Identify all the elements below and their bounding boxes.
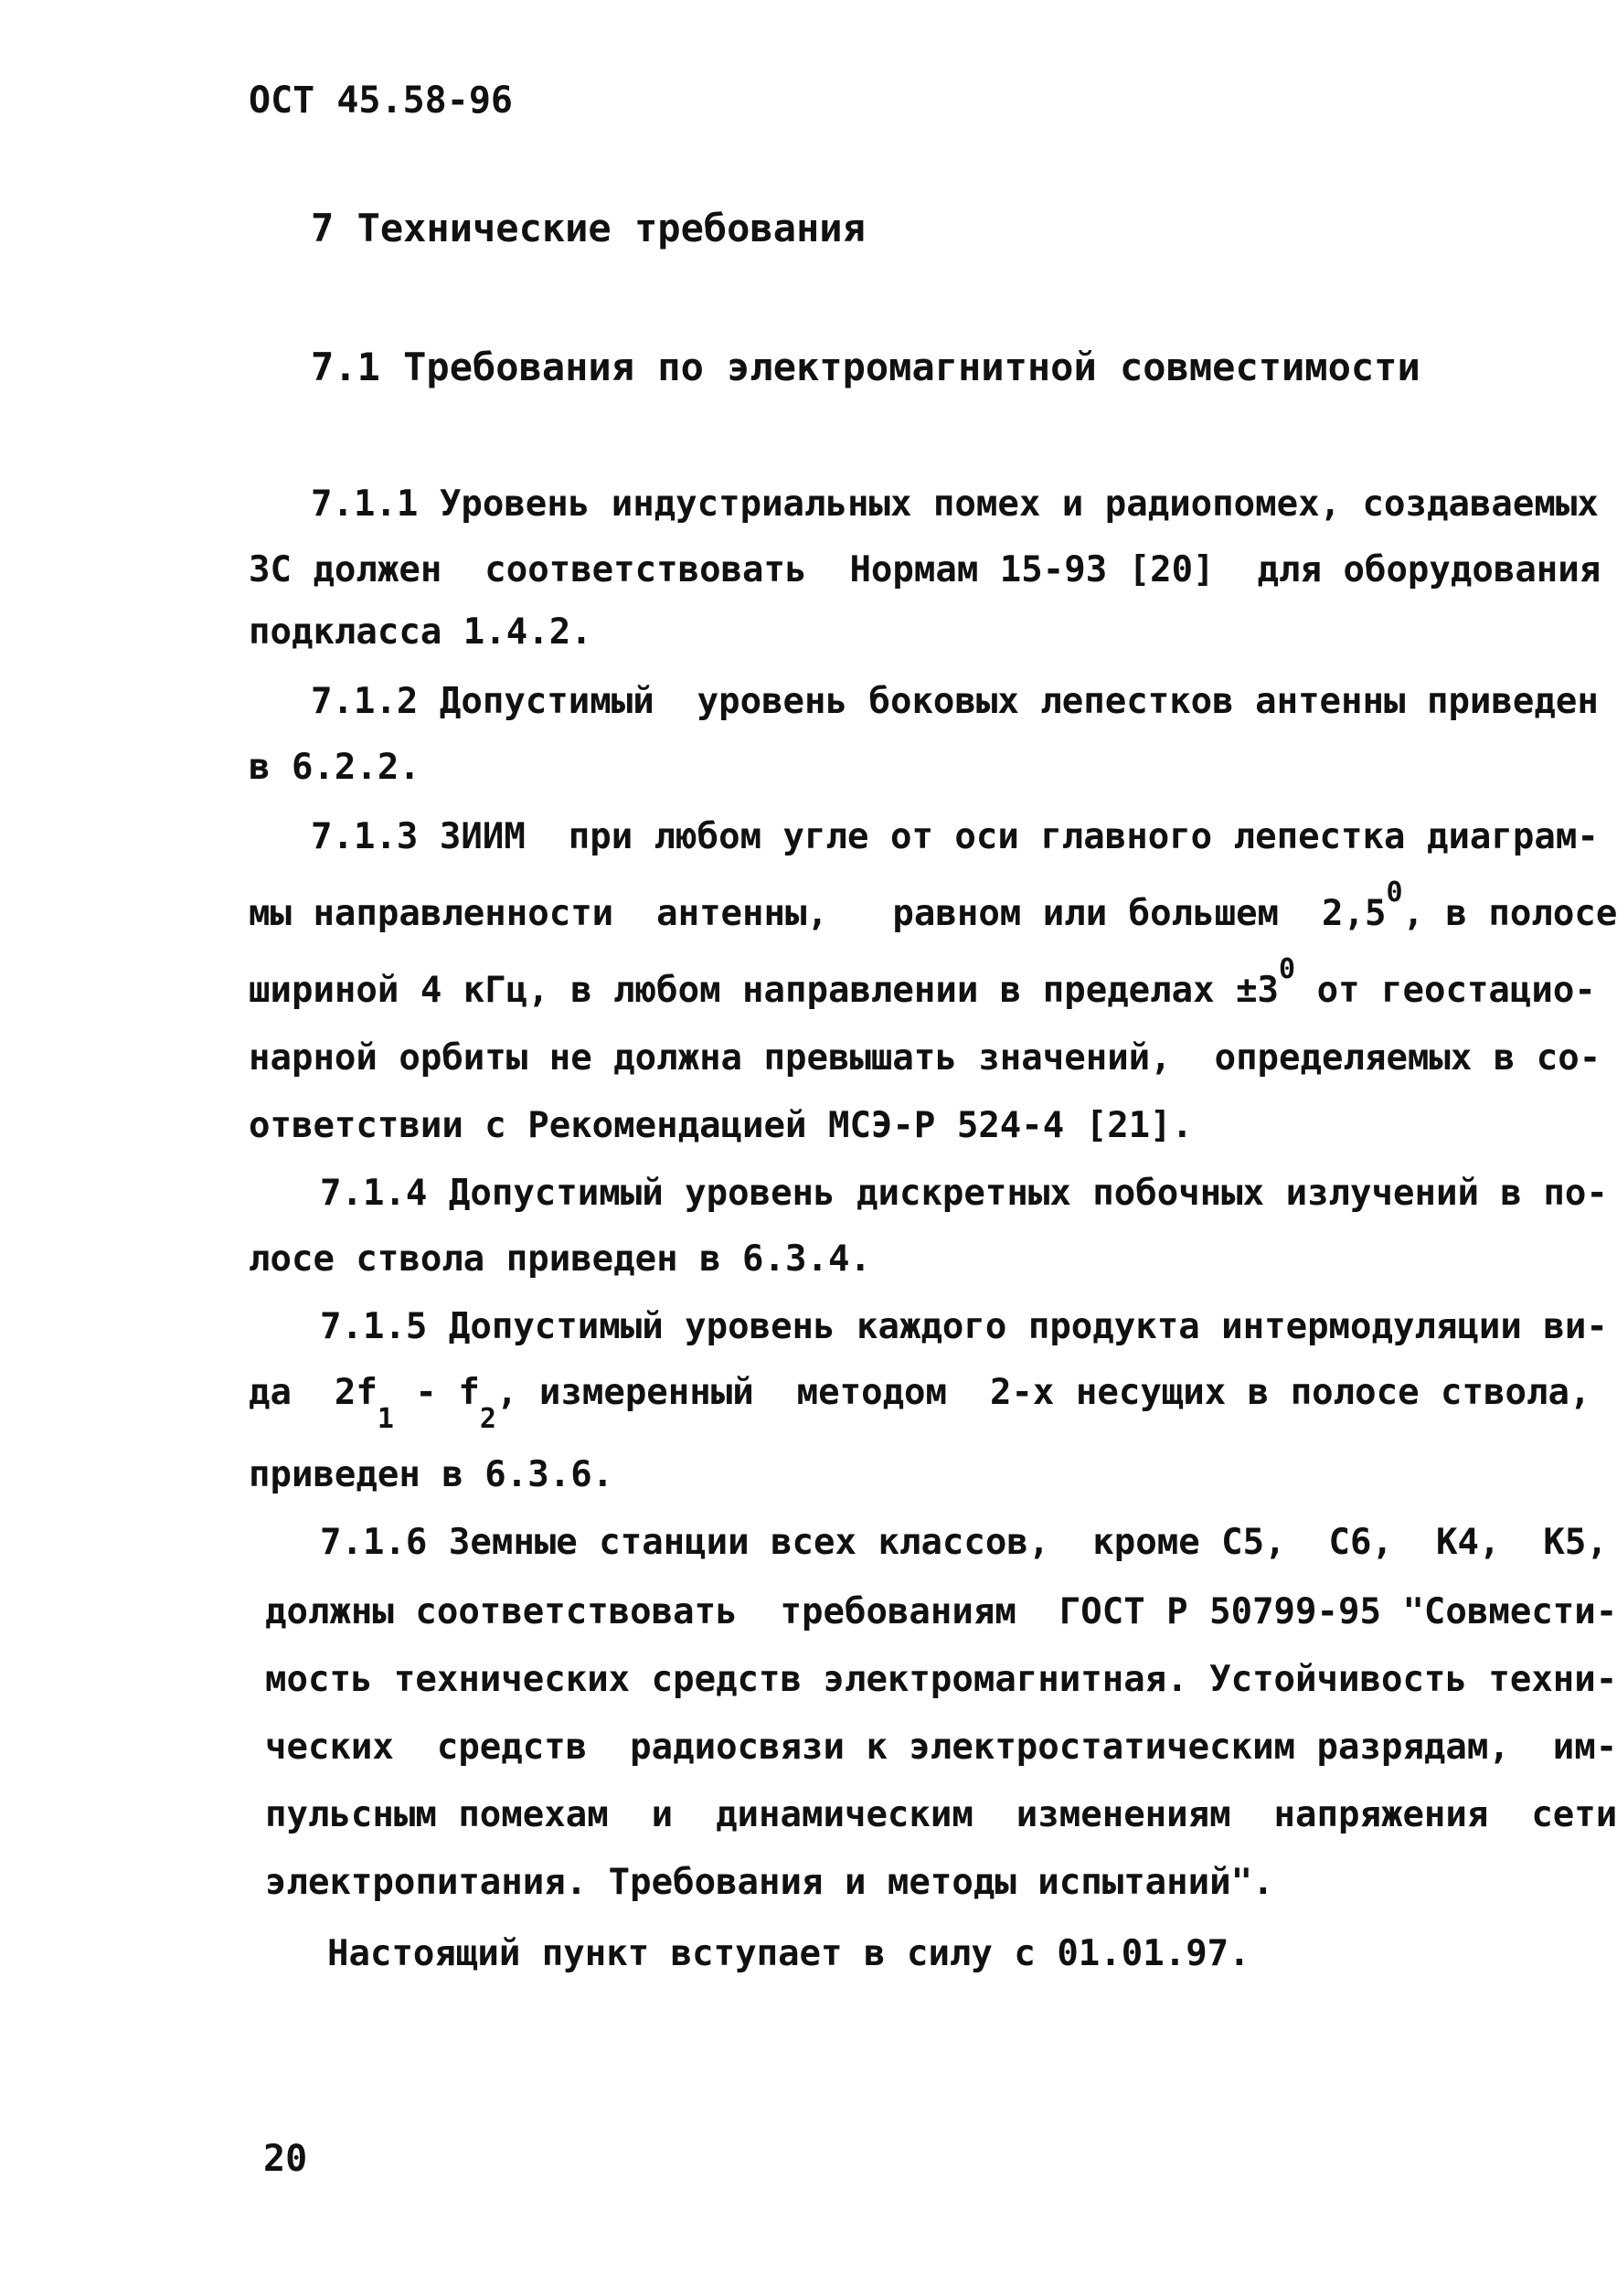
paragraph-7-1-6-line-3: мость технических средств электромагнитная. Устойчивость техни- (265, 1659, 1617, 1700)
paragraph-7-1-6-line-5: пульсным помехам и динамическим изменениям напряжения сети (265, 1794, 1617, 1835)
paragraph-7-1-3-line-3 (249, 953, 1596, 1015)
paragraph-7-1-3-line-4: нарной орбиты не должна превышать значений, определяемых в со- (249, 1037, 1601, 1079)
paragraph-7-1-6-line-1: 7.1.6 Земные станции всех классов, кроме С5, С6, К4, К5, (320, 1522, 1608, 1563)
paragraph-7-1-3-line-2-text: мы направленности антенны, равном или большем 2,5 (249, 893, 1387, 934)
paragraph-7-1-3-line-2 (249, 877, 1617, 939)
paragraph-7-1-4-line-2: лосе ствола приведен в 6.3.4. (249, 1238, 871, 1280)
paragraph-7-1-1-line-2: ЗС должен соответствовать Нормам 15-93 [20] для оборудования (249, 549, 1601, 590)
formula-minus-f: - f (393, 1372, 480, 1413)
paragraph-7-1-2-line-1: 7.1.2 Допустимый уровень боковых лепестков антенны приведен (311, 681, 1599, 722)
page-number: 20 (263, 2138, 308, 2180)
document-code: ОСТ 45.58-96 (249, 80, 513, 122)
paragraph-7-1-5-line-3: приведен в 6.3.6. (249, 1454, 614, 1495)
subscript-2: 2 (479, 1403, 496, 1435)
effective-date-note: Настоящий пункт вступает в силу с 01.01.97. (327, 1933, 1250, 1974)
subscript-1: 1 (377, 1403, 394, 1435)
paragraph-7-1-3-line-3-text: шириной 4 кГц, в любом направлении в пределах ±3 (249, 970, 1280, 1011)
paragraph-7-1-3-line-3-tail: от геостацио- (1295, 970, 1596, 1011)
degree-superscript: 0 (1279, 953, 1296, 985)
paragraph-7-1-5-line-2-tail: , измеренный методом 2-х несущих в полосе ствола, (495, 1372, 1591, 1413)
paragraph-7-1-5-line-2 (249, 1371, 1591, 1435)
paragraph-7-1-3-line-1: 7.1.3 ЗИИМ при любом угле от оси главного лепестка диаграм- (311, 816, 1599, 857)
degree-superscript: 0 (1386, 877, 1403, 909)
paragraph-7-1-6-line-4: ческих средств радиосвязи к электростатическим разрядам, им- (265, 1727, 1617, 1768)
paragraph-7-1-1-line-3: подкласса 1.4.2. (249, 611, 592, 653)
formula-2f: да 2f (249, 1372, 378, 1413)
paragraph-7-1-3-line-5: ответствии с Рекомендацией МСЭ-Р 524-4 [21]. (249, 1105, 1194, 1146)
paragraph-7-1-4-line-1: 7.1.4 Допустимый уровень дискретных побочных излучений в по- (320, 1173, 1608, 1214)
section-title: 7 Технические требования (311, 206, 866, 250)
paragraph-7-1-6-line-6: электропитания. Требования и методы испытаний". (265, 1862, 1274, 1903)
paragraph-7-1-5-line-1: 7.1.5 Допустимый уровень каждого продукта интермодуляции ви- (320, 1306, 1608, 1347)
subsection-title: 7.1 Требования по электромагнитной совместимости (311, 345, 1420, 389)
paragraph-7-1-6-line-2: должны соответствовать требованиям ГОСТ Р 50799-95 "Совмести- (265, 1591, 1617, 1632)
paragraph-7-1-1-line-1: 7.1.1 Уровень индустриальных помех и радиопомех, создаваемых (311, 484, 1599, 525)
paragraph-7-1-3-line-2-tail: , в полосе (1402, 893, 1617, 934)
paragraph-7-1-2-line-2: в 6.2.2. (249, 747, 420, 788)
